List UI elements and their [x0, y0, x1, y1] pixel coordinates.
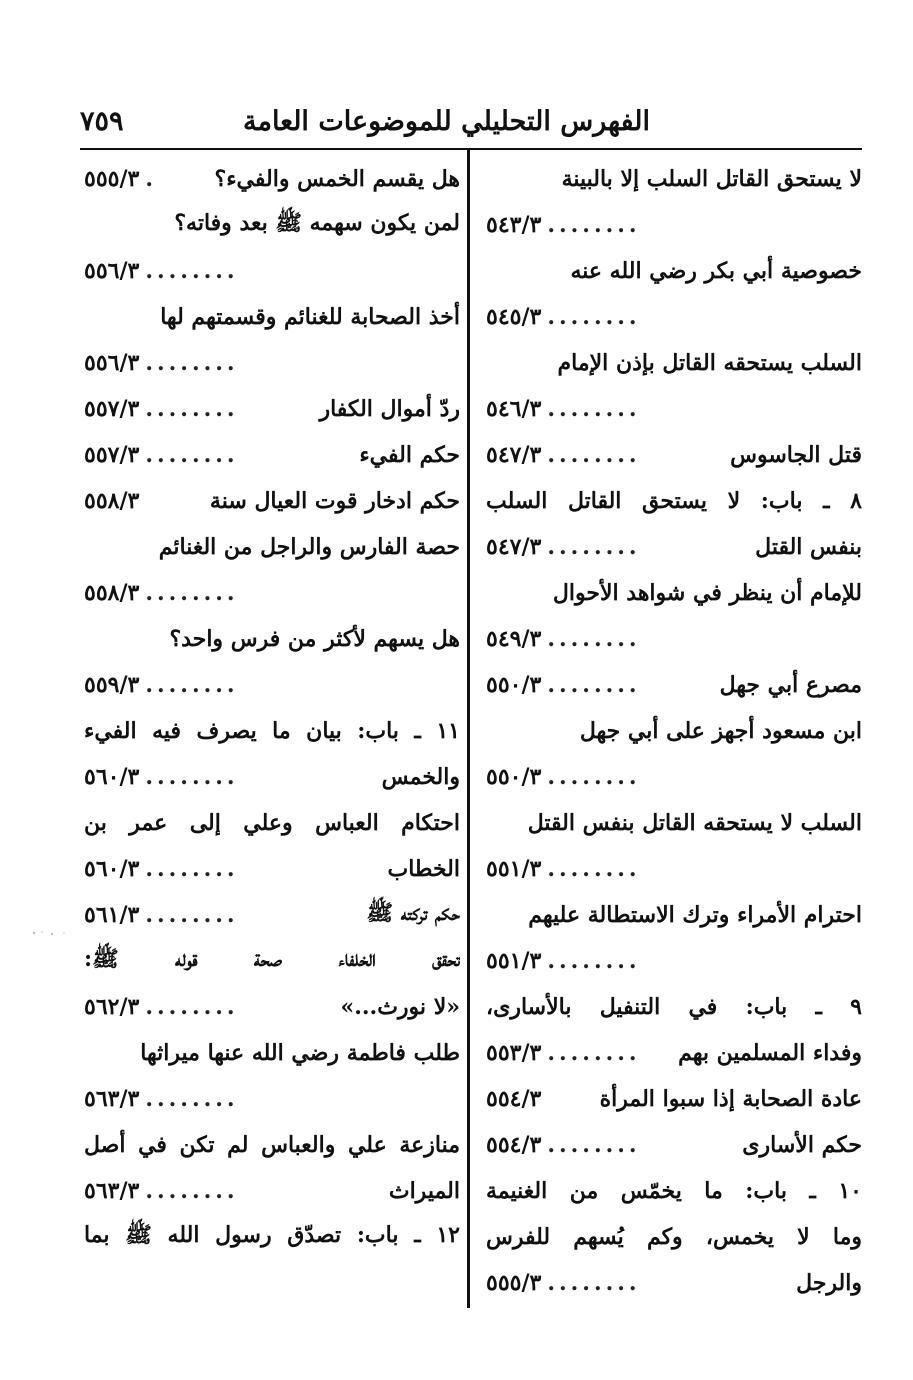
page-reference: ٥٥١/٣	[486, 948, 542, 974]
page-reference: ٥٥٤/٣	[486, 1086, 542, 1112]
index-entry-line	[486, 662, 862, 708]
index-entry-line	[84, 478, 460, 524]
entry-text: وفداء المسلمين بهم	[678, 1040, 862, 1066]
page-reference: ٥٤٧/٣	[486, 534, 542, 560]
dot-leader: ........	[145, 902, 239, 928]
dot-leader: ........	[547, 856, 641, 882]
page-reference: ٥٦٠/٣	[84, 764, 140, 790]
index-entry-line	[486, 156, 862, 202]
dot-leader: ........	[145, 994, 239, 1020]
entry-text: احترام الأمراء وترك الاستطالة عليهم	[528, 902, 862, 928]
running-title: الفهرس التحليلي للموضوعات العامة	[243, 105, 650, 137]
index-entry-line	[84, 616, 460, 662]
entry-text: الميراث	[388, 1178, 460, 1204]
header-rule	[80, 148, 862, 150]
entry-text: هل يقسم الخمس والفيء؟	[214, 166, 460, 192]
entry-text: حكم الفيء	[359, 442, 460, 468]
index-entry-line	[84, 1214, 460, 1260]
index-entry-line	[84, 708, 460, 754]
index-entry-line	[486, 1030, 862, 1076]
index-entry-line	[84, 892, 460, 938]
entry-text: السلب يستحقه القاتل بإذن الإمام	[557, 350, 862, 376]
index-entry-line	[486, 984, 862, 1030]
index-entry-line	[84, 984, 460, 1030]
page-reference: ٥٤٣/٣	[486, 212, 542, 238]
index-entry-line	[486, 570, 862, 616]
page-number: ٧٥٩	[80, 105, 124, 137]
index-entry-line	[486, 846, 862, 892]
entry-text: وما لا يخمس، وكم يُسهم للفرس	[486, 1224, 862, 1250]
index-entry-line	[84, 340, 460, 386]
entry-text: ١٠ ـ باب: ما يخمّس من الغنيمة	[486, 1178, 862, 1204]
index-entry-line	[84, 294, 460, 340]
index-entry-line	[84, 1122, 460, 1168]
entry-text: لمن يكون سهمه ﷺ بعد وفاته؟	[174, 210, 460, 236]
entry-text: ٨ ـ باب: لا يستحق القاتل السلب	[486, 488, 862, 514]
entry-text: «لا نورث...»	[340, 994, 460, 1020]
entry-text: منازعة علي والعباس لم تكن في أصل	[84, 1132, 460, 1158]
page-reference: ٥٦٣/٣	[84, 1178, 140, 1204]
entry-text: عادة الصحابة إذا سبوا المرأة	[599, 1086, 862, 1112]
page-reference: ٥٥٨/٣	[84, 580, 140, 606]
entry-text: بنفس القتل	[755, 534, 862, 560]
index-entry-line	[84, 754, 460, 800]
column-divider	[467, 148, 470, 1308]
entry-text: ١١ ـ باب: بيان ما يصرف فيه الفيء	[84, 718, 460, 744]
index-entry-line	[84, 432, 460, 478]
page-reference: ٥٦٢/٣	[84, 994, 140, 1020]
index-entry-line	[486, 294, 862, 340]
index-column-right	[486, 156, 862, 1306]
page-reference: ٥٤٥/٣	[486, 304, 542, 330]
dot-leader: ........	[145, 258, 239, 284]
index-entry-line	[486, 1260, 862, 1306]
dot-leader: ........	[145, 764, 239, 790]
margin-smudge	[30, 928, 70, 938]
page-reference: ٥٥٨/٣	[84, 488, 140, 514]
index-entry-line	[84, 938, 460, 984]
entry-text: حصة الفارس والراجل من الغنائم	[158, 534, 460, 560]
entry-text: السلب لا يستحقه القاتل بنفس القتل	[527, 810, 862, 836]
entry-text: أخذ الصحابة للغنائم وقسمتهم لها	[160, 304, 460, 330]
index-entry-line	[84, 202, 460, 248]
dot-leader: ........	[547, 212, 641, 238]
index-entry-line	[486, 1122, 862, 1168]
page-reference: ٥٥١/٣	[486, 856, 542, 882]
entry-text: حكم تركته ﷺ	[366, 900, 460, 926]
index-entry-line	[486, 248, 862, 294]
entry-text: خصوصية أبي بكر رضي الله عنه	[570, 258, 862, 284]
dot-leader: ........	[547, 442, 641, 468]
page-reference: ٥٥٠/٣	[486, 672, 542, 698]
index-entry-line	[84, 1168, 460, 1214]
dot-leader: ........	[547, 1040, 641, 1066]
page-reference: ٥٥٧/٣	[84, 396, 140, 422]
page-reference: ٥٥٠/٣	[486, 764, 542, 790]
page-reference: ٥٥٣/٣	[486, 1040, 542, 1066]
entry-text: هل يسهم لأكثر من فرس واحد؟	[169, 626, 460, 652]
index-entry-line	[486, 1076, 862, 1122]
index-entry-line	[84, 1076, 460, 1122]
dot-leader: ........	[547, 626, 641, 652]
index-entry-line	[84, 570, 460, 616]
index-entry-line	[486, 800, 862, 846]
entry-text: ردّ أموال الكفار	[319, 396, 460, 422]
entry-text: طلب فاطمة رضي الله عنها ميراثها	[140, 1040, 460, 1066]
dot-leader: ........	[145, 672, 239, 698]
page-reference: ٥٦٠/٣	[84, 856, 140, 882]
dot-leader: ........	[547, 534, 641, 560]
index-entry-line	[486, 616, 862, 662]
index-entry-line	[486, 1168, 862, 1214]
entry-text: قتل الجاسوس	[730, 442, 862, 468]
entry-text: لا يستحق القاتل السلب إلا بالبينة	[561, 166, 862, 192]
index-entry-line	[486, 478, 862, 524]
page-reference: ٥٦١/٣	[84, 902, 140, 928]
entry-text: ابن مسعود أجهز على أبي جهل	[579, 718, 862, 744]
dot-leader: ........	[145, 856, 239, 882]
dot-leader: ........	[547, 396, 641, 422]
entry-text: للإمام أن ينظر في شواهد الأحوال	[552, 580, 862, 606]
page-header	[80, 96, 650, 146]
index-entry-line	[84, 662, 460, 708]
index-entry-line	[486, 386, 862, 432]
dot-leader: ........	[547, 1132, 641, 1158]
page-reference: ٥٥٦/٣	[84, 350, 140, 376]
page-reference: ٥٥٥/٣	[486, 1270, 542, 1296]
dot-leader: ........	[145, 1086, 239, 1112]
entry-text: ١٢ ـ باب: تصدّق رسول الله ﷺ بما	[84, 1222, 460, 1248]
index-entry-line	[486, 754, 862, 800]
index-entry-line	[486, 524, 862, 570]
dot-leader: ........	[145, 580, 239, 606]
page-reference: ٥٥٥/٣	[84, 166, 140, 192]
index-entry-line	[84, 1030, 460, 1076]
entry-text: حكم ادخار قوت العيال سنة	[209, 488, 460, 514]
index-entry-line	[486, 708, 862, 754]
page-reference: ٥٥٤/٣	[486, 1132, 542, 1158]
dot-leader: ........	[547, 948, 641, 974]
index-entry-line	[486, 938, 862, 984]
page-reference: ٥٤٦/٣	[486, 396, 542, 422]
index-entry-line	[84, 524, 460, 570]
dot-leader: ........	[145, 350, 239, 376]
entry-text: ٩ ـ باب: في التنفيل بالأسارى،	[486, 994, 862, 1020]
index-entry-line	[486, 1214, 862, 1260]
dot-leader: ........	[547, 304, 641, 330]
entry-text: تحقق الخلفاء صحة قوله ﷺ:	[84, 946, 460, 972]
dot-leader: .	[145, 166, 157, 192]
dot-leader: ........	[145, 442, 239, 468]
index-entry-line	[84, 386, 460, 432]
page-reference: ٥٥٧/٣	[84, 442, 140, 468]
entry-text: الخطاب	[387, 856, 460, 882]
index-entry-line	[84, 800, 460, 846]
entry-text: حكم الأسارى	[742, 1132, 862, 1158]
entry-text: احتكام العباس وعلي إلى عمر بن	[84, 810, 460, 836]
index-entry-line	[486, 340, 862, 386]
index-entry-line	[84, 248, 460, 294]
dot-leader: ........	[547, 764, 641, 790]
index-entry-line	[486, 432, 862, 478]
index-column-left	[84, 156, 460, 1260]
index-entry-line	[84, 846, 460, 892]
dot-leader: ........	[547, 1270, 641, 1296]
page-reference: ٥٥٦/٣	[84, 258, 140, 284]
dot-leader: ........	[547, 672, 641, 698]
entry-text: مصرع أبي جهل	[719, 672, 862, 698]
dot-leader: ........	[145, 396, 239, 422]
index-entry-line	[486, 202, 862, 248]
page-reference: ٥٦٣/٣	[84, 1086, 140, 1112]
page-reference: ٥٤٧/٣	[486, 442, 542, 468]
entry-text: والرجل	[796, 1270, 862, 1296]
index-entry-line	[486, 892, 862, 938]
index-entry-line	[84, 156, 460, 202]
entry-text: والخمس	[381, 764, 460, 790]
dot-leader: ........	[145, 1178, 239, 1204]
page-reference: ٥٥٩/٣	[84, 672, 140, 698]
page-reference: ٥٤٩/٣	[486, 626, 542, 652]
